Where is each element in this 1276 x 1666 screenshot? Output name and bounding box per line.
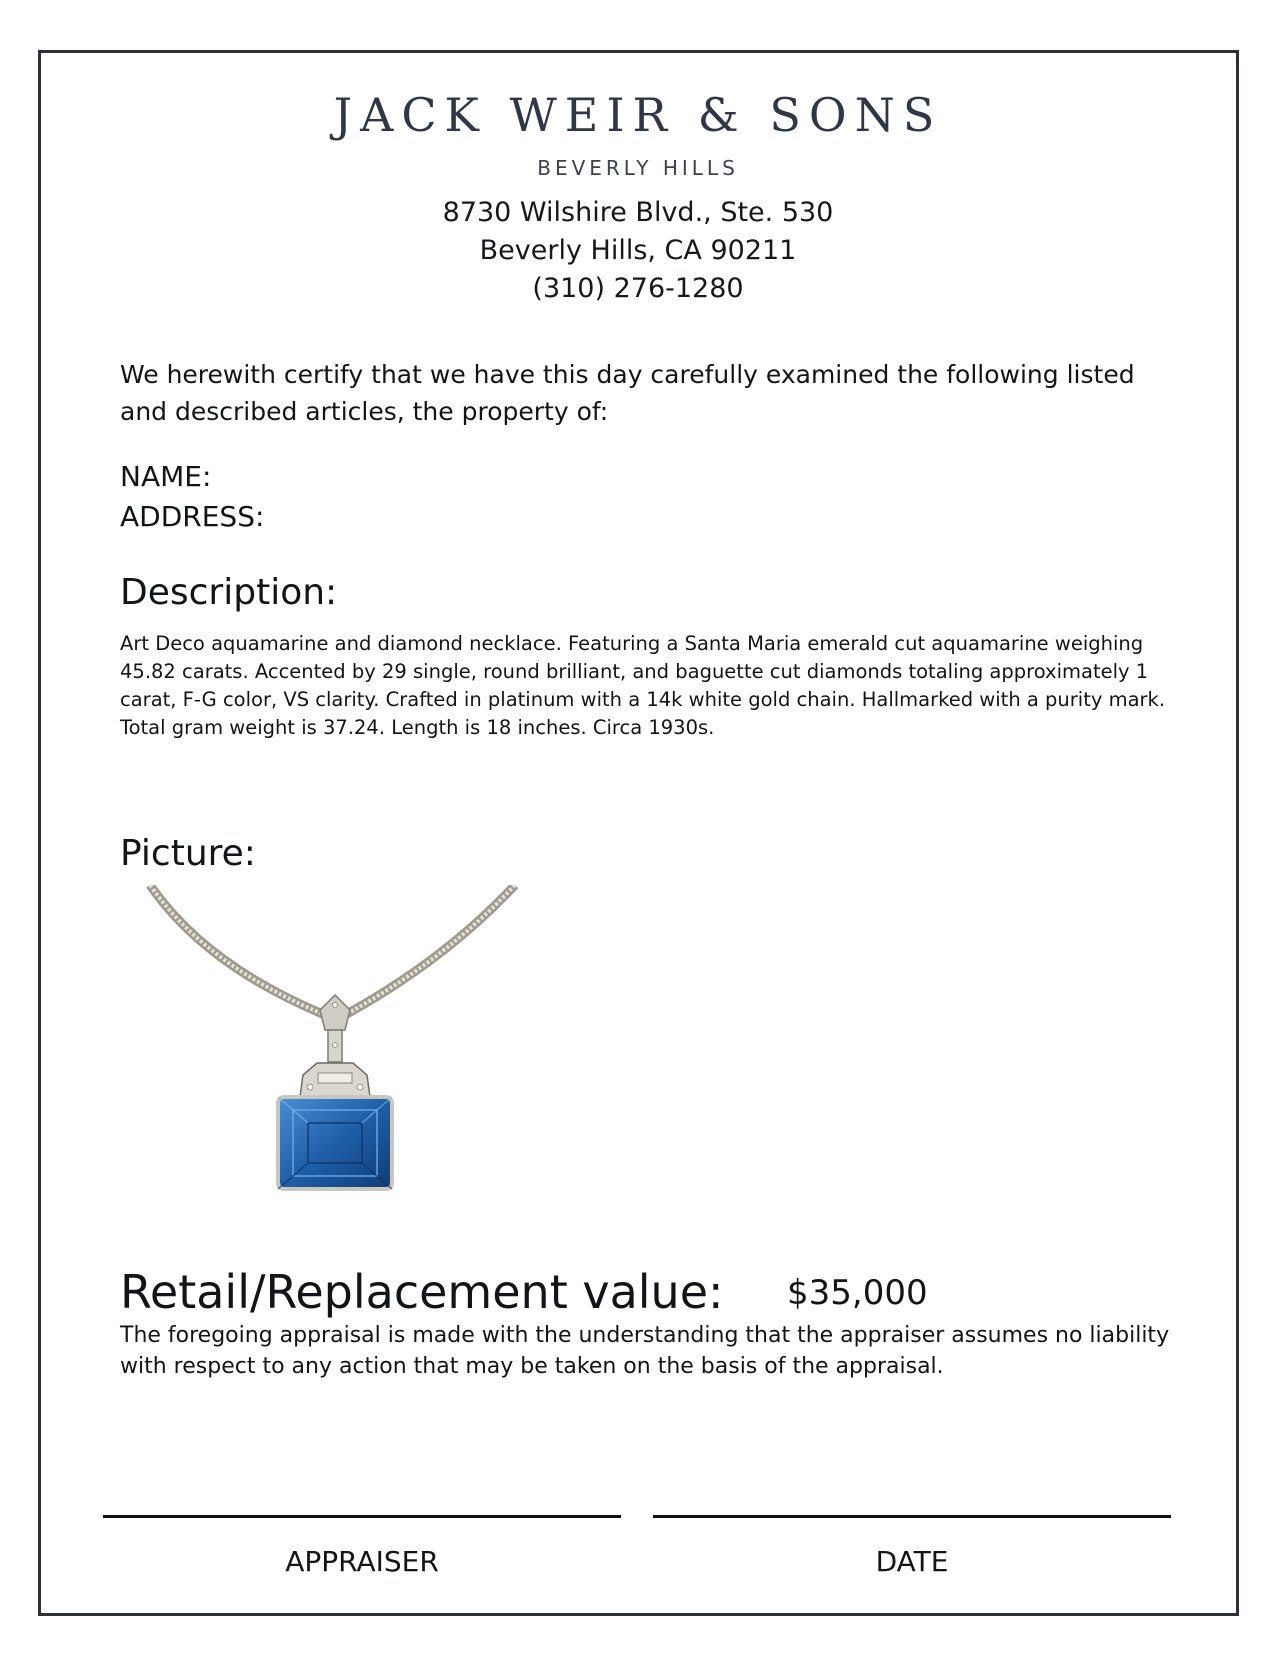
necklace-image bbox=[145, 885, 525, 1195]
address-line-2: Beverly Hills, CA 90211 bbox=[479, 235, 797, 266]
date-label: DATE bbox=[875, 1545, 949, 1578]
description-text: Art Deco aquamarine and diamond necklace. Featuring a Santa Maria emerald cut aquamarine weighing 45.82 carats. Accented by 29 single, round brilliant, and baguette cut diamonds totaling approximately 1 carat, F-G color, VS clarity. Crafted in platinum with a 14k white gold chain. Hallmarked with a purity mark. Total gram weight is 37.24. Length is 18 inches. Circa 1930s. bbox=[120, 632, 1166, 739]
value-amount: $35,000 bbox=[787, 1273, 928, 1313]
date-signature-line bbox=[653, 1515, 1171, 1518]
certification-text: We herewith certify that we have this day carefully examined the following listed and described articles, the property of: bbox=[120, 360, 1135, 426]
brand-location: BEVERLY HILLS bbox=[537, 156, 739, 180]
address-label: ADDRESS: bbox=[120, 500, 265, 533]
picture-heading: Picture: bbox=[120, 833, 256, 874]
phone-number: (310) 276-1280 bbox=[532, 273, 744, 304]
appraiser-signature-line bbox=[103, 1515, 621, 1518]
disclaimer-text: The foregoing appraisal is made with the understanding that the appraiser assumes no liability with respect to any action that may be taken on the basis of the appraisal. bbox=[120, 1323, 1170, 1379]
value-label: Retail/Replacement value: bbox=[120, 1265, 724, 1319]
address-line-1: 8730 Wilshire Blvd., Ste. 530 bbox=[442, 197, 834, 228]
description-heading: Description: bbox=[120, 572, 338, 613]
name-label: NAME: bbox=[120, 460, 212, 493]
brand-name: JACK WEIR & SONS bbox=[333, 88, 943, 142]
appraiser-label: APPRAISER bbox=[285, 1545, 439, 1578]
